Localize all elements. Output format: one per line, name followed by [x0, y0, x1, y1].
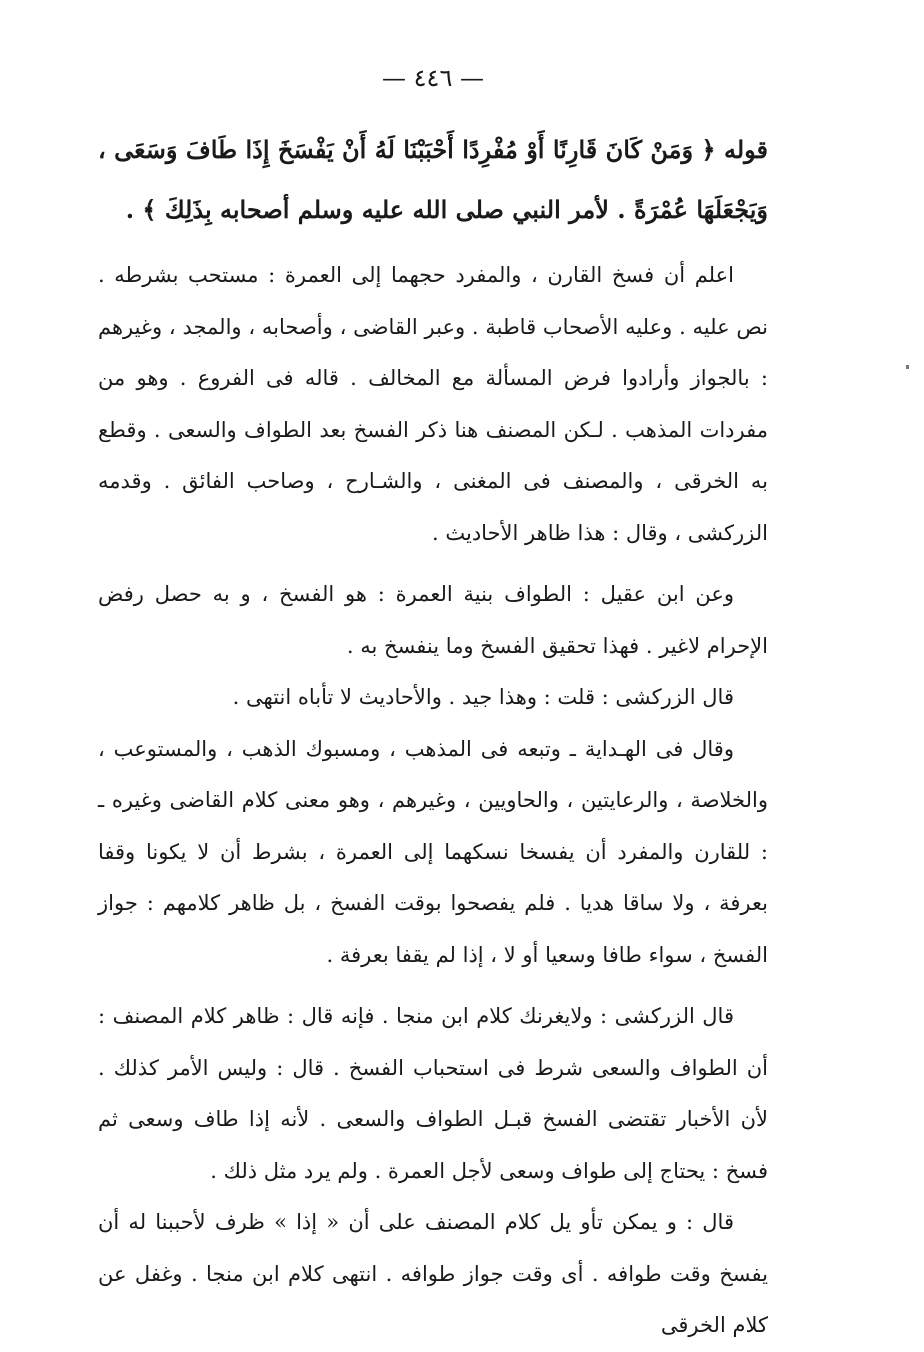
text-paragraph: اعلم أن فسخ القارن ، والمفرد حجهما إلى العمرة : مستحب بشرطه . نص عليه . وعليه الأصحاب قاطبة . وعبر القاضى ، وأصحابه ، والمجد ، وغيرهم : بالجواز وأرادوا فرض المسألة مع المخالف . قاله فى الفروع . وهو من مفردات المذهب . لـكن المصنف هنا ذكر الفسخ بعد الطواف والسعى . وقطع به الخرقى ، والمصنف فى المغنى ، والشـارح ، وصاحب الفائق . وقدمه الزركشى ، وقال : هذا ظاهر الأحاديث .: [98, 263, 768, 545]
body-text: [98, 120, 768, 1352]
text-paragraph: قال الزركشى : قلت : وهذا جيد . والأحاديث لا تأباه انتهى .: [232, 685, 734, 709]
text-paragraph: وقال فى الهـداية ـ وتبعه فى المذهب ، ومسبوك الذهب ، والمستوعب ، والخلاصة ، والرعايتين ، والحاويين ، وغيرهم ، وهو معنى كلام القاضى وغيره ـ : للقارن والمفرد أن يفسخا نسكهما إلى العمرة ، بشرط أن لا يكونا وقفا بعرفة ، ولا ساقا هديا . فلم يفصحوا بوقت الفسخ ، بل ظاهر كلامهم : جواز الفسخ ، سواء طافا وسعيا أو لا ، إذا لم يقفا بعرفة .: [98, 736, 768, 967]
page-number: [98, 60, 768, 96]
text-paragraph: وعن ابن عقيل : الطواف بنية العمرة : هو الفسخ ، و به حصل رفض الإحرام لاغير . فهذا تحقيق الفسخ وما ينفسخ به .: [98, 582, 768, 658]
page-number-text: — ٤٤٦ —: [382, 64, 484, 92]
text-paragraph: قال الزركشى : ولايغرنك كلام ابن منجا . فإنه قال : ظاهر كلام المصنف : أن الطواف والسعى شرط فى استحباب الفسخ . قال : وليس الأمر كذلك . لأن الأخبار تقتضى الفسخ قبـل الطواف والسعى . لأنه إذا طاف وسعى ثم فسخ : يحتاج إلى طواف وسعى لأجل العمرة . ولم يرد مثل ذلك .: [98, 1004, 768, 1183]
book-page: [98, 0, 768, 1347]
verse-quote-paragraph: قوله ﴿ وَمَنْ كَانَ قَارِنًا أَوْ مُفْرِدًا أَحْبَبْنَا لَهُ أَنْ يَفْسَخَ إِذَا طَافَ وَسَعَى ، وَيَجْعَلَهَا عُمْرَةً . لأمر النبي صلى الله عليه وسلم أصحابه بِذَلِكَ ﴾ .: [98, 135, 768, 224]
text-paragraph: قال : و يمكن تأو يل كلام المصنف على أن « إذا » ظرف لأحببنا له أن يفسخ وقت طوافه . أى وقت جواز طوافه . انتهى كلام ابن منجا . وغفل عن كلام الخرقى: [98, 1210, 768, 1337]
scan-mark: [906, 365, 909, 369]
